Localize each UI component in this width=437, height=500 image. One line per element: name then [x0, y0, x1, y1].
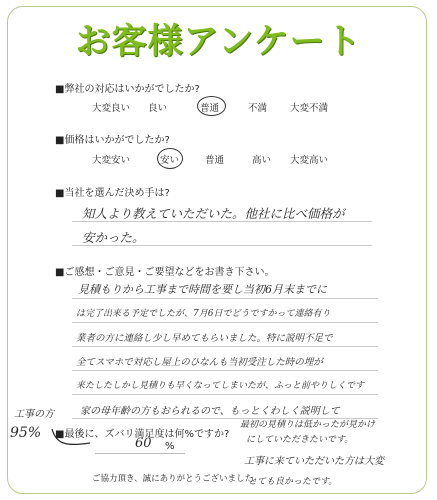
comments-answer-line-4: 全てスマホで対応し屋上のひなんも当初受注した時の埋が: [76, 357, 323, 368]
question-comments-label: ■ご感想・ご意見・ご要望などをお書き下さい。: [55, 267, 275, 278]
question-service-label: ■弊社の対応はいかがでしたか?: [55, 84, 200, 95]
side-note-line-1: 工事の方: [14, 409, 54, 420]
satisfaction-rule: [95, 453, 185, 454]
option-price-very-expensive[interactable]: 大変高い: [290, 155, 329, 166]
comments-answer-line-8: にしていただきたいです。: [246, 435, 354, 445]
option-service-very-good[interactable]: 大変良い: [92, 103, 131, 114]
option-service-good[interactable]: 良い: [148, 103, 168, 114]
comments-answer-line-9: 工事に来ていただいた方は大変: [244, 456, 384, 467]
comments-answer-line-5: 来たしたしかし見積りも早くなってしまいたが、ふっと前やりしくです: [76, 381, 365, 391]
option-price-normal[interactable]: 普通: [205, 155, 225, 166]
option-service-normal[interactable]: 普通: [200, 103, 220, 114]
option-price-very-cheap[interactable]: 大変安い: [92, 155, 131, 166]
satisfaction-value: 60: [135, 436, 152, 451]
satisfaction-unit: %: [165, 441, 175, 452]
survey-title: お客様アンケート: [75, 22, 362, 62]
reason-answer-line-1: 知人より教えていただいた。他社に比べ価格が: [82, 206, 345, 221]
comments-rule-4: [72, 370, 378, 371]
question-satisfaction-label: ■最後に、ズバリ満足度は何%ですか?: [55, 429, 230, 440]
option-service-very-unsatisfied[interactable]: 大変不満: [290, 103, 329, 114]
comments-answer-line-7: 最初の見積りは低かったが見かけ: [240, 420, 376, 430]
comments-rule-1: [72, 298, 378, 299]
question-reason-label: ■当社を選んだ決め手は?: [55, 188, 170, 199]
option-price-cheap[interactable]: 安い: [160, 155, 180, 166]
comments-answer-line-1: 見積もりから工事まで時間を要し当初6月末までに: [78, 283, 327, 296]
comments-rule-5: [72, 394, 378, 395]
comments-answer-line-10: とても良かったです。: [248, 477, 338, 487]
comments-answer-line-2: は完了出来る予定でしたが、7月6日でどうですかって連絡有り: [76, 309, 331, 319]
side-note-line-2: 95%: [10, 425, 42, 441]
option-service-unsatisfied[interactable]: 不満: [248, 103, 268, 114]
comments-answer-line-3: 業者の方に連絡し少し早めてもらいました。特に説明不足で: [76, 333, 333, 344]
thanks-message: ご協力頂き、誠にありがとうございました。: [92, 474, 262, 484]
comments-rule-3: [72, 346, 378, 347]
option-price-expensive[interactable]: 高い: [252, 155, 272, 166]
comments-rule-2: [72, 322, 378, 323]
selected-service-circle: [197, 96, 226, 116]
comments-answer-line-6: 家の母年齢の方もおられるので、もっとくわしく説明して: [80, 406, 340, 417]
selected-price-circle: [157, 148, 183, 169]
reason-answer-line-2: 安かった。: [82, 230, 145, 245]
question-price-label: ■価格はいかがでしたか?: [55, 135, 170, 146]
